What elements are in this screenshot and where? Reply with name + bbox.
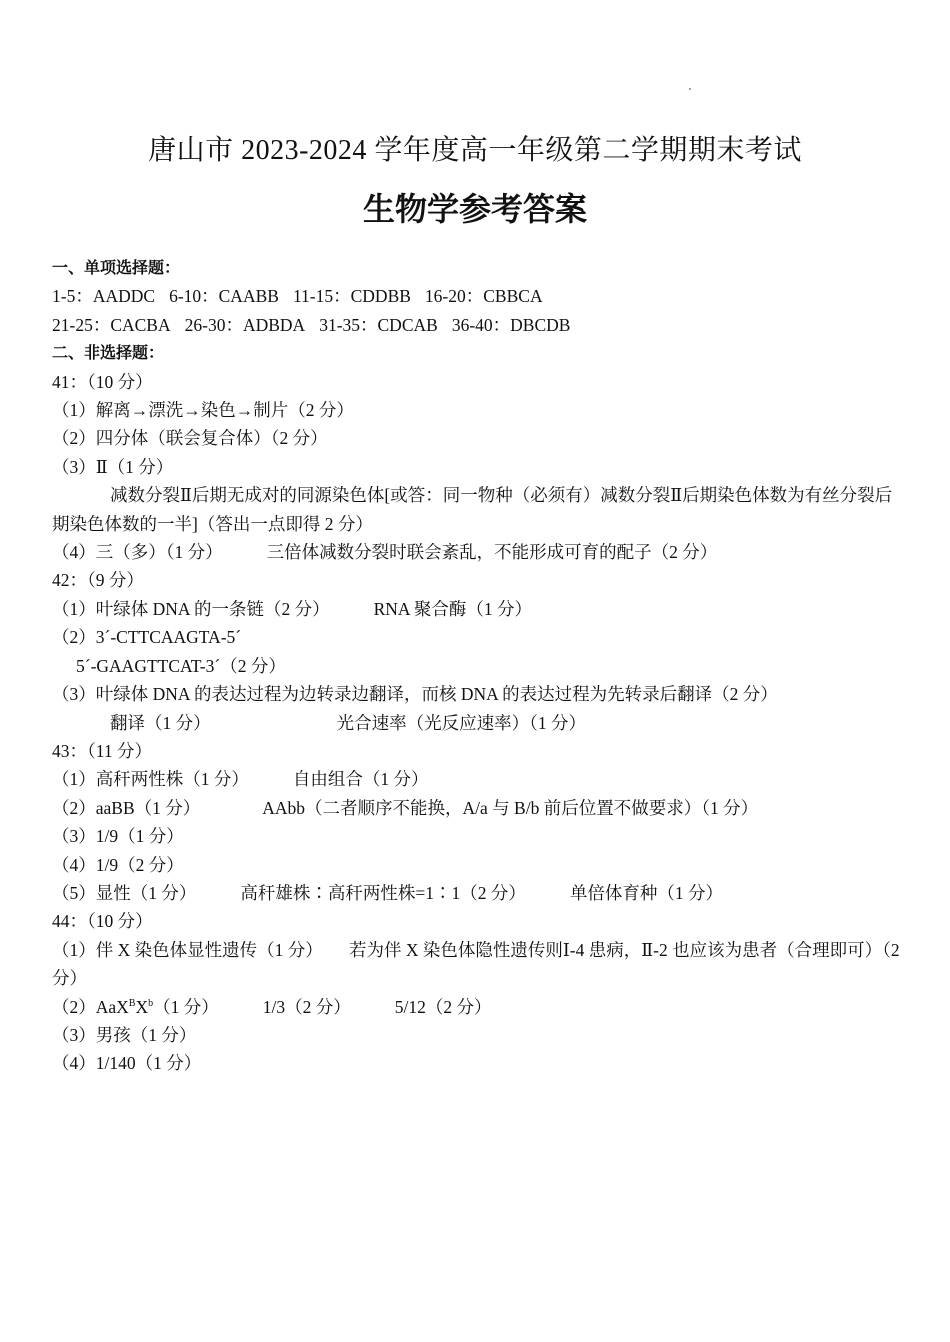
q43-answer-5b: 高秆雄株∶高秆两性株=1∶1（2 分） <box>240 882 526 903</box>
q44-answer-1: （1）伴 X 染色体显性遗传（1 分） 若为伴 X 染色体隐性遗传则Ⅰ-4 患病，Ⅱ-2 也应该为患者（合理即可）（2 分） <box>52 939 900 989</box>
q43-answer-1a: （1）高秆两性株（1 分） <box>52 769 249 790</box>
q41-heading: 41：（10 分） <box>52 371 153 392</box>
q42-answer-4b: 光合速率（光反应速率）（1 分） <box>336 712 586 733</box>
mc-answer-group: 26-30：ADBDA <box>184 314 306 335</box>
mc-answer-group: 11-15：CDDBB <box>292 286 411 307</box>
mc-answer-group: 16-20：CBBCA <box>424 286 543 307</box>
q44-answer-2 <box>52 993 902 1021</box>
q42-answer-3: （3）叶绿体 DNA 的表达过程为边转录边翻译，而核 DNA 的表达过程为先转录后翻译（2 分） <box>52 684 778 705</box>
exam-title: 唐山市 2023-2024 学年度高一年级第二学期期末考试 <box>148 135 802 166</box>
q44-genotype: $(2)AaX^BX^b(1$ 分） <box>52 996 219 1017</box>
q43-answer-5 <box>52 879 902 907</box>
q41-answer-4 <box>52 538 902 566</box>
q42-answer-1 <box>52 595 902 623</box>
answer-body <box>52 254 902 1078</box>
q41-answer-4b: 三倍体减数分裂时联会紊乱，不能形成可育的配子（2 分） <box>266 542 718 563</box>
q42-answer-2a: （2）3´-CTTCAAGTA-5´ <box>52 627 242 648</box>
mc-answer-group: 21-25：CACBA <box>52 314 171 335</box>
q43-answer-1b: 自由组合（1 分） <box>292 769 429 790</box>
q44-answer-4: （4）1/140（1 分） <box>52 1053 202 1074</box>
section-free-response-title: 二、非选择题： <box>52 343 165 363</box>
q42-answer-4a: 翻译（1 分） <box>110 712 211 733</box>
q42-answer-1b: RNA 聚合酶（1 分） <box>373 598 533 619</box>
q43-answer-4: （4）1/9（2 分） <box>52 854 184 875</box>
q43-answer-2a: （2）aaBB（1 分） <box>52 797 201 818</box>
q41-answer-4a: （4）三（多）（1 分） <box>52 542 223 563</box>
q42-heading: 42：（9 分） <box>52 570 144 591</box>
mc-answer-group: 36-40：DBCDB <box>451 314 571 335</box>
mc-answer-group: 1-5：AADDC <box>52 286 156 307</box>
q43-answer-5c: 单倍体育种（1 分） <box>569 882 723 903</box>
q43-answer-2b: AAbb（二者顺序不能换，A/a 与 B/b 前后位置不做要求）（1 分） <box>262 797 759 818</box>
q43-answer-1 <box>52 765 902 793</box>
answer-key-title: 生物学参考答案 <box>362 190 587 228</box>
q43-heading: 43：（11 分） <box>52 740 152 761</box>
scan-dot <box>689 88 691 90</box>
q41-answer-3-explanation: 减数分裂Ⅱ后期无成对的同源染色体[或答：同一物种（必须有）减数分裂Ⅱ后期染色体数为有丝分裂后期染色体数的一半]（答出一点即得 2 分） <box>52 485 893 534</box>
mc-answers-row-2 <box>52 311 902 339</box>
q43-answer-2 <box>52 794 902 822</box>
q43-answer-5a: （5）显性（1 分） <box>52 882 197 903</box>
q42-answer-4 <box>52 709 902 737</box>
q44-answer-3: （3）男孩（1 分） <box>52 1024 197 1045</box>
q41-answer-1: （1）解离→漂洗→染色→制片（2 分） <box>52 400 354 421</box>
mc-answer-group: 6-10：CAABB <box>169 286 279 307</box>
section-multiple-choice-title: 一、单项选择题： <box>52 258 181 277</box>
q43-answer-3: （3）1/9（1 分） <box>52 826 184 847</box>
q42-answer-2b: 5´-GAAGTTCAT-3´（2 分） <box>76 655 286 676</box>
mc-answer-group: 31-35：CDCAB <box>319 314 438 335</box>
q41-answer-2: （2）四分体（联会复合体）（2 分） <box>52 428 328 449</box>
q44-answer-2c: 5/12（2 分） <box>394 996 492 1017</box>
q42-answer-1a: （1）叶绿体 DNA 的一条链（2 分） <box>52 598 330 619</box>
q44-answer-2b: 1/3（2 分） <box>262 996 351 1017</box>
q41-answer-3: （3）Ⅱ（1 分） <box>52 456 174 477</box>
q44-heading: 44：（10 分） <box>52 911 153 932</box>
mc-answers-row-1 <box>52 282 902 310</box>
